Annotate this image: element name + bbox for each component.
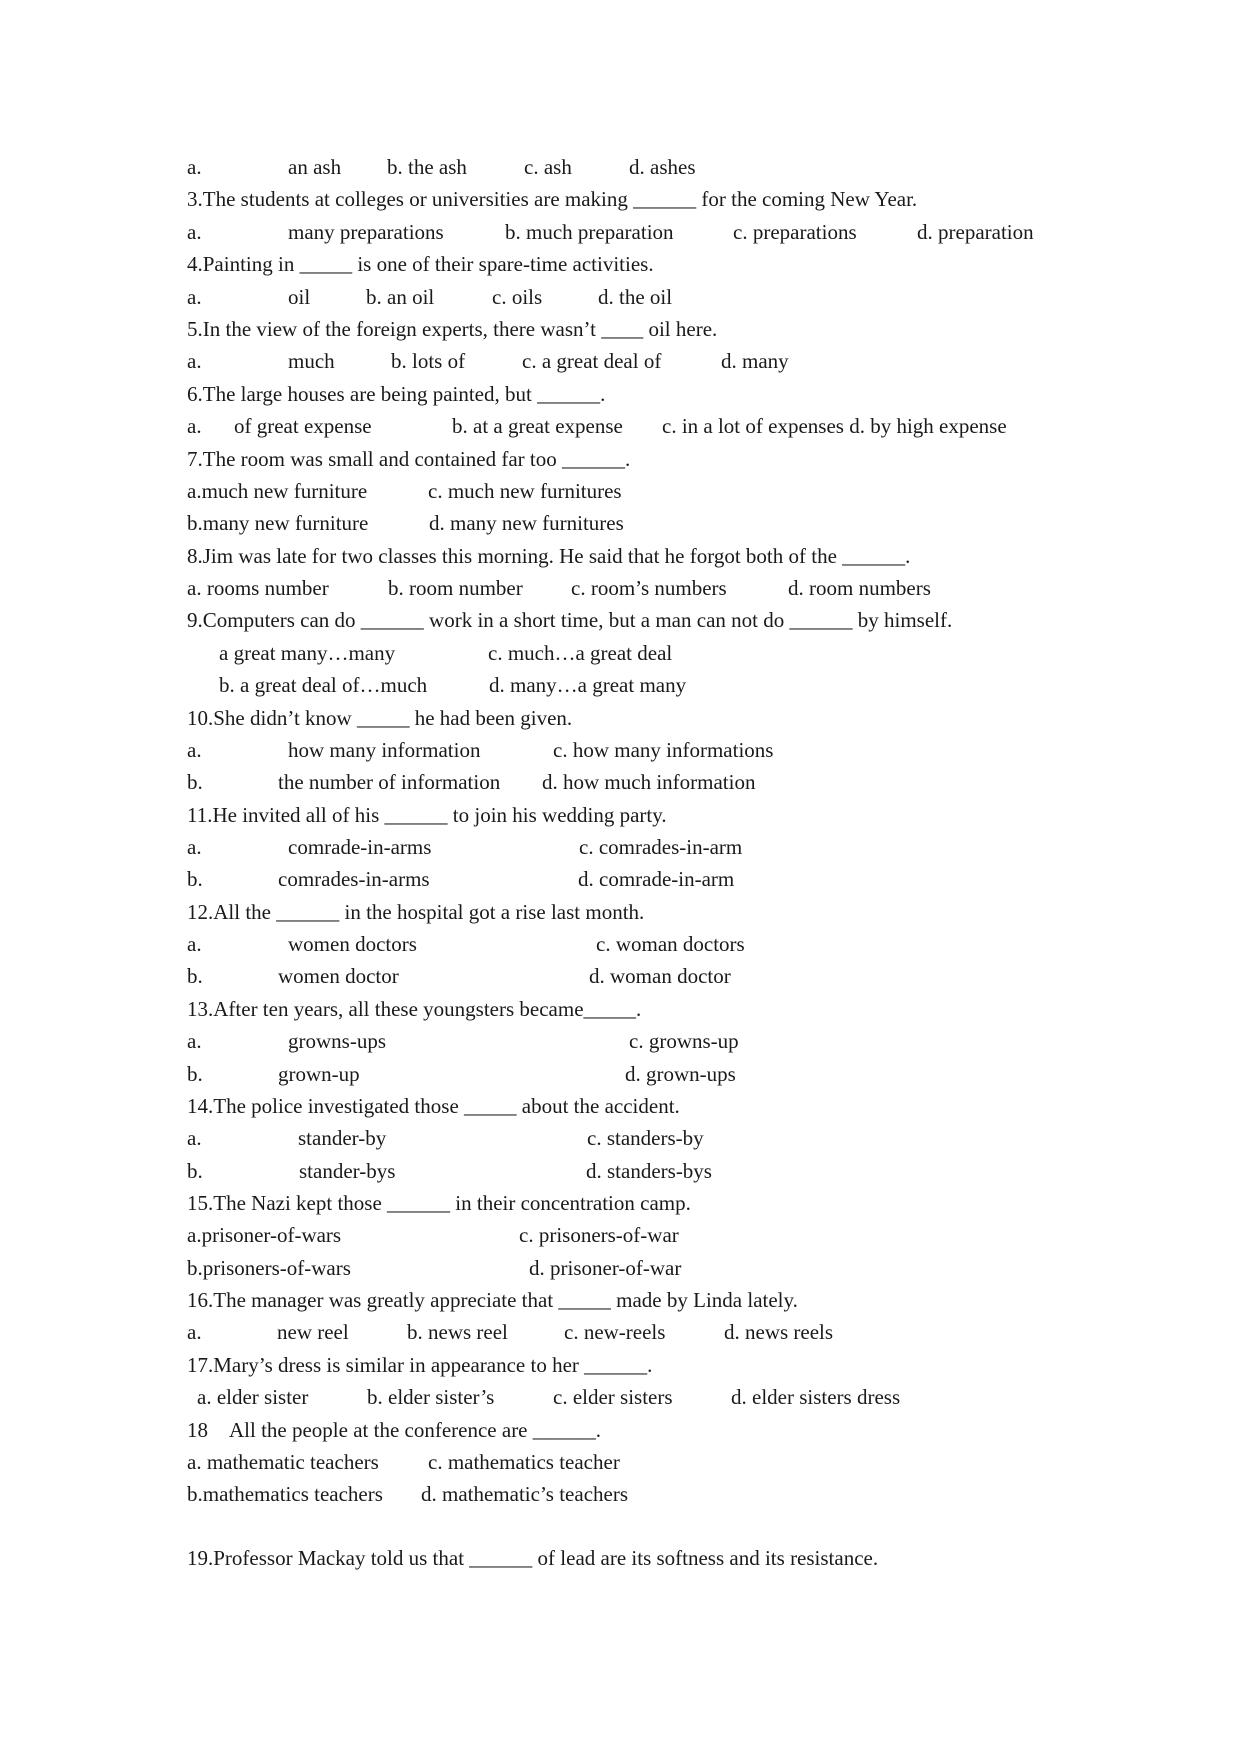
q12-stem: 12.All the ______ in the hospital got a rise last month.	[187, 900, 645, 924]
q7-option-b: b.many new furniture	[187, 511, 369, 535]
q17-option-a: a. elder sister	[197, 1385, 309, 1409]
q14-option-a-letter: a.	[187, 1126, 202, 1150]
q10-option-a-letter: a.	[187, 738, 202, 762]
q6-option-b: b. at a great expense	[452, 414, 623, 438]
q10-option-d: d. how much information	[542, 770, 756, 794]
q8-option-b: b. room number	[388, 576, 523, 600]
q18-number: 18	[187, 1418, 208, 1442]
q16-option-d: d. news reels	[724, 1320, 834, 1344]
q12-option-c: c. woman doctors	[596, 932, 745, 956]
q3-option-a: many preparations	[288, 220, 444, 244]
q4-option-c: c. oils	[492, 285, 543, 309]
q8-option-d: d. room numbers	[788, 576, 931, 600]
q15-stem: 15.The Nazi kept those ______ in their concentration camp.	[187, 1191, 691, 1215]
q7-option-d: d. many new furnitures	[429, 511, 624, 535]
q13-stem: 13.After ten years, all these youngsters became_____.	[187, 997, 642, 1021]
q8-stem: 8.Jim was late for two classes this morning. He said that he forgot both of the ______.	[187, 544, 911, 568]
q4-stem: 4.Painting in _____ is one of their spare-time activities.	[187, 252, 654, 276]
q18-stem: All the people at the conference are ______.	[229, 1418, 602, 1442]
q3-option-b: b. much preparation	[505, 220, 674, 244]
q15-option-b: b.prisoners-of-wars	[187, 1256, 351, 1280]
q17-option-c: c. elder sisters	[553, 1385, 673, 1409]
q6-option-a: of great expense	[234, 414, 372, 438]
q7-option-c: c. much new furnitures	[428, 479, 622, 503]
q4-option-b: b. an oil	[366, 285, 435, 309]
q13-option-b: grown-up	[278, 1062, 360, 1086]
q15-option-c: c. prisoners-of-war	[519, 1223, 679, 1247]
q2-option-a-letter: a.	[187, 155, 202, 179]
q18-option-a: a. mathematic teachers	[187, 1450, 379, 1474]
q12-option-b: women doctor	[278, 964, 399, 988]
q3-option-c: c. preparations	[733, 220, 857, 244]
q13-option-c: c. growns-up	[629, 1029, 739, 1053]
q15-option-d: d. prisoner-of-war	[529, 1256, 682, 1280]
q14-option-b: stander-bys	[299, 1159, 396, 1183]
q9-option-d: d. many…a great many	[489, 673, 687, 697]
q5-option-a-letter: a.	[187, 349, 202, 373]
q12-option-a: women doctors	[288, 932, 417, 956]
q16-option-a: new reel	[277, 1320, 349, 1344]
q7-stem: 7.The room was small and contained far too ______.	[187, 447, 631, 471]
q9-option-b: b. a great deal of…much	[219, 673, 428, 697]
q18-option-d: d. mathematic’s teachers	[421, 1482, 628, 1506]
q9-option-c: c. much…a great deal	[488, 641, 673, 665]
q19-stem: 19.Professor Mackay told us that ______ of lead are its softness and its resistance.	[187, 1546, 879, 1570]
q2-option-c: c. ash	[524, 155, 572, 179]
q5-option-c: c. a great deal of	[522, 349, 662, 373]
q6-option-cd: c. in a lot of expenses d. by high expense	[662, 414, 1007, 438]
q11-option-d: d. comrade-in-arm	[578, 867, 735, 891]
q11-option-b: comrades-in-arms	[278, 867, 430, 891]
q14-stem: 14.The police investigated those _____ about the accident.	[187, 1094, 680, 1118]
q14-option-d: d. standers-bys	[586, 1159, 712, 1183]
q2-option-b: b. the ash	[387, 155, 467, 179]
q10-option-a: how many information	[288, 738, 481, 762]
q18-option-c: c. mathematics teacher	[428, 1450, 620, 1474]
q16-option-b: b. news reel	[407, 1320, 508, 1344]
q17-option-b: b. elder sister’s	[367, 1385, 495, 1409]
q3-stem: 3.The students at colleges or universities are making ______ for the coming New Year.	[187, 187, 918, 211]
q16-stem: 16.The manager was greatly appreciate that _____ made by Linda lately.	[187, 1288, 798, 1312]
q6-stem: 6.The large houses are being painted, but ______.	[187, 382, 606, 406]
q5-stem: 5.In the view of the foreign experts, there wasn’t ____ oil here.	[187, 317, 718, 341]
q5-option-b: b. lots of	[391, 349, 466, 373]
q16-option-c: c. new-reels	[564, 1320, 666, 1344]
q7-option-a: a.much new furniture	[187, 479, 368, 503]
q5-option-a: much	[288, 349, 335, 373]
q11-option-a: comrade-in-arms	[288, 835, 432, 859]
q13-option-a-letter: a.	[187, 1029, 202, 1053]
q8-option-a: a. rooms number	[187, 576, 329, 600]
q14-option-a: stander-by	[298, 1126, 387, 1150]
q11-stem: 11.He invited all of his ______ to join his wedding party.	[187, 803, 667, 827]
q12-option-b-letter: b.	[187, 964, 203, 988]
q4-option-a: oil	[288, 285, 311, 309]
q8-option-c: c. room’s numbers	[571, 576, 727, 600]
q10-stem: 10.She didn’t know _____ he had been given.	[187, 706, 573, 730]
q2-option-a: an ash	[288, 155, 342, 179]
q9-stem: 9.Computers can do ______ work in a short time, but a man can not do ______ by himself.	[187, 608, 953, 632]
q13-option-b-letter: b.	[187, 1062, 203, 1086]
q5-option-d: d. many	[721, 349, 789, 373]
q3-option-a-letter: a.	[187, 220, 202, 244]
q4-option-a-letter: a.	[187, 285, 202, 309]
q13-option-d: d. grown-ups	[625, 1062, 736, 1086]
q16-option-a-letter: a.	[187, 1320, 202, 1344]
q17-option-d: d. elder sisters dress	[731, 1385, 901, 1409]
q12-option-a-letter: a.	[187, 932, 202, 956]
q2-option-d: d. ashes	[629, 155, 696, 179]
q14-option-b-letter: b.	[187, 1159, 203, 1183]
q10-option-b: the number of information	[278, 770, 501, 794]
q15-option-a: a.prisoner-of-wars	[187, 1223, 342, 1247]
q10-option-c: c. how many informations	[553, 738, 774, 762]
q14-option-c: c. standers-by	[587, 1126, 704, 1150]
q3-option-d: d. preparation	[917, 220, 1034, 244]
q17-stem: 17.Mary’s dress is similar in appearance to her ______.	[187, 1353, 653, 1377]
q13-option-a: growns-ups	[288, 1029, 386, 1053]
q10-option-b-letter: b.	[187, 770, 203, 794]
q4-option-d: d. the oil	[598, 285, 673, 309]
q6-option-a-letter: a.	[187, 414, 202, 438]
q9-option-a: a great many…many	[219, 641, 396, 665]
q18-option-b: b.mathematics teachers	[187, 1482, 383, 1506]
q12-option-d: d. woman doctor	[589, 964, 731, 988]
q11-option-b-letter: b.	[187, 867, 203, 891]
q11-option-a-letter: a.	[187, 835, 202, 859]
q11-option-c: c. comrades-in-arm	[579, 835, 743, 859]
